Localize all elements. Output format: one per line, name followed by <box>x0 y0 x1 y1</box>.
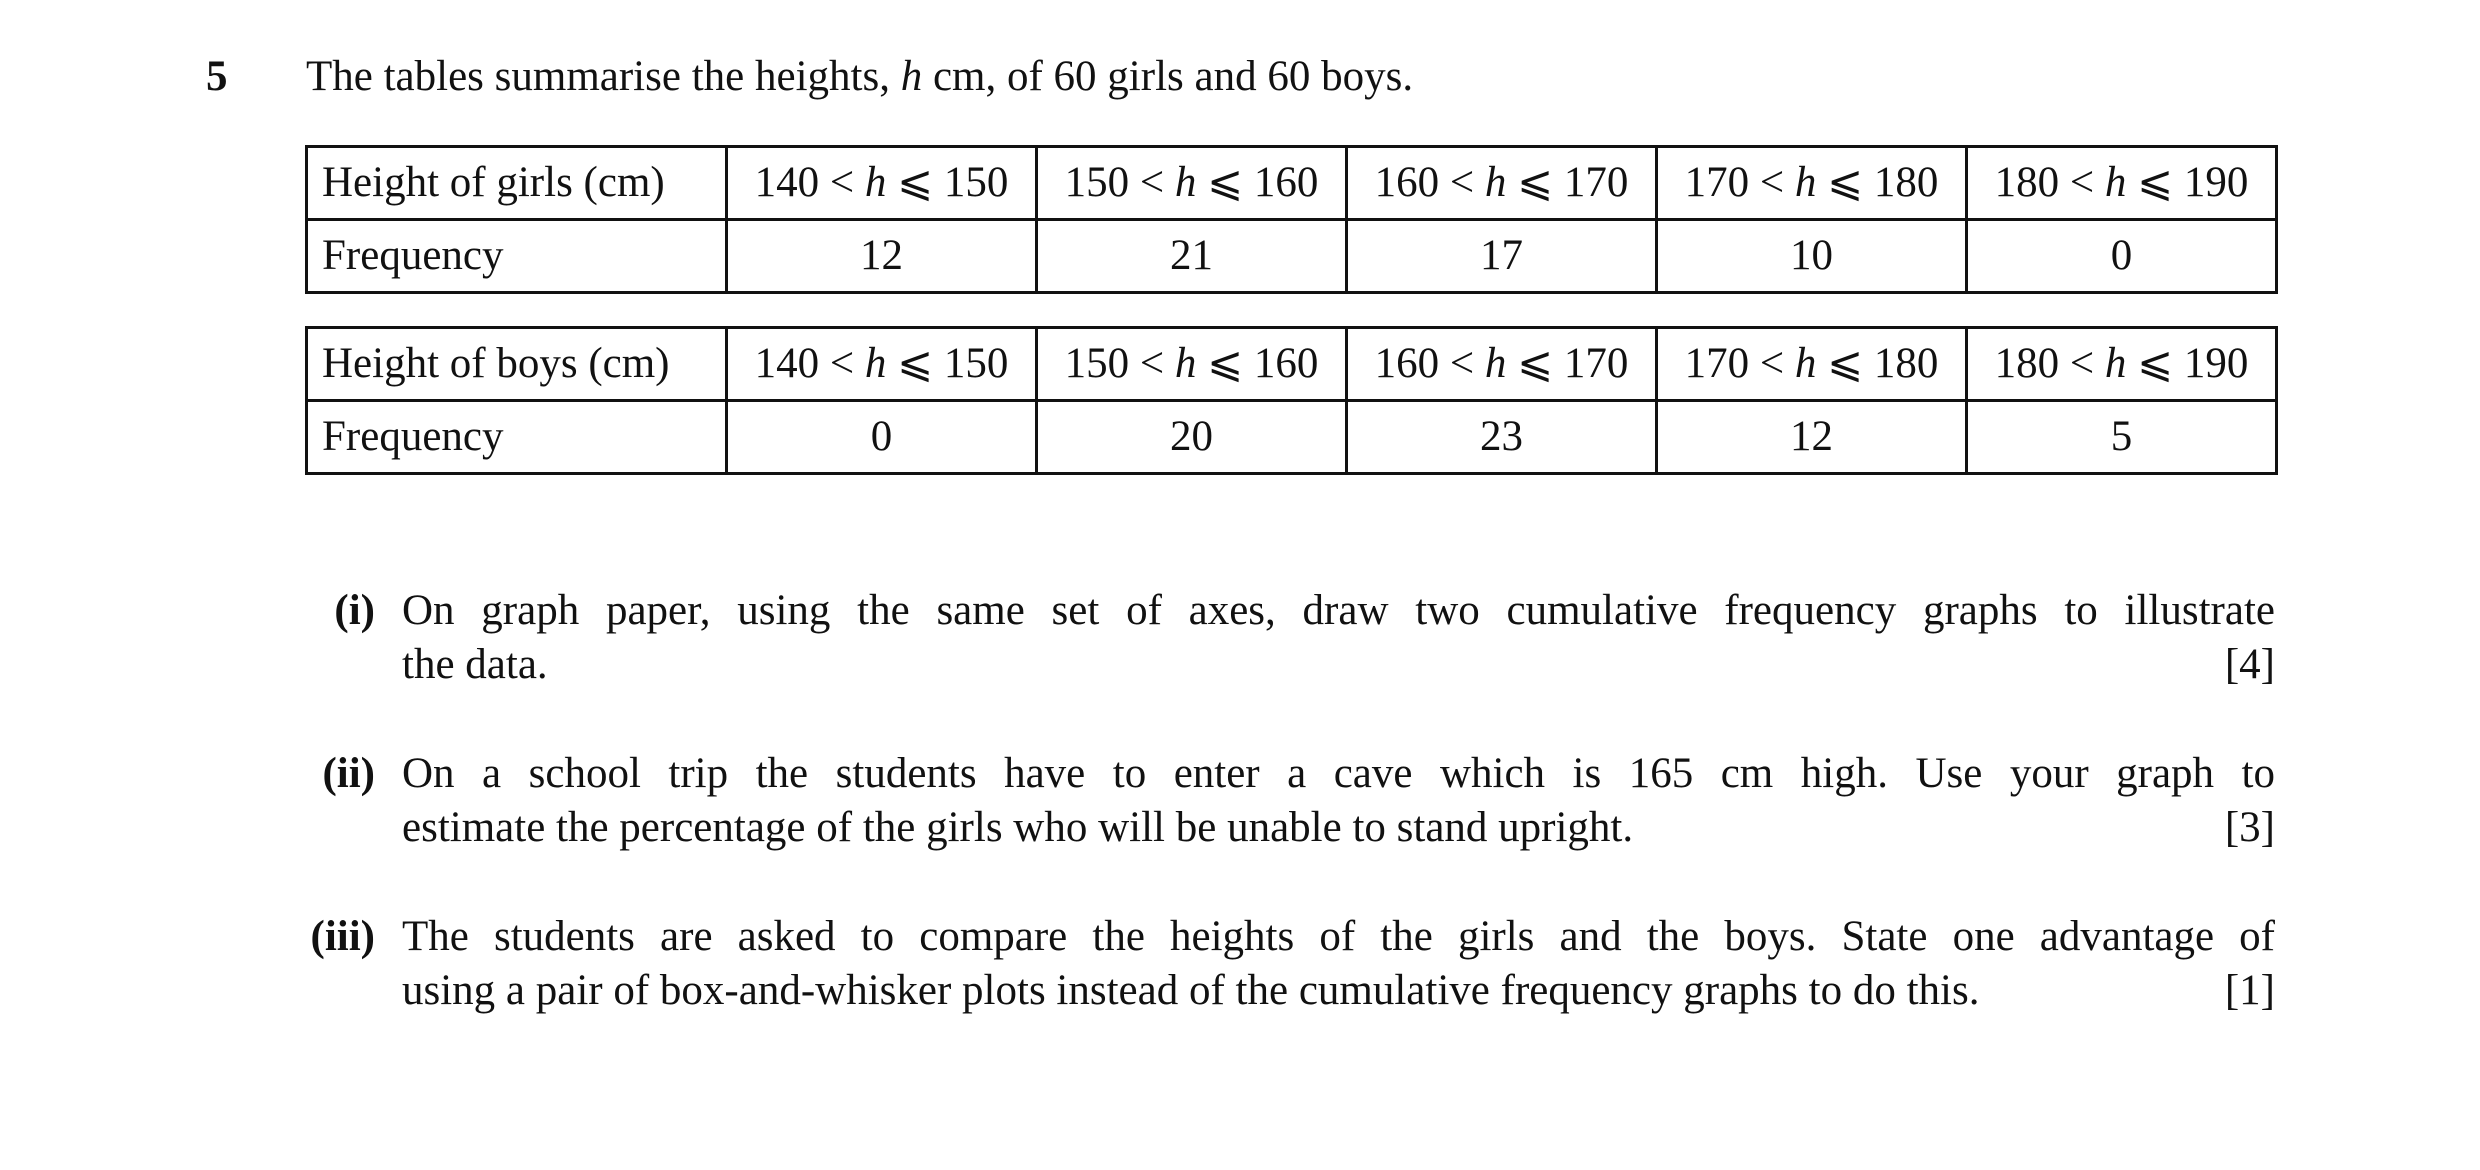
part-label: (iii) <box>310 913 375 960</box>
frequency-cell: 0 <box>1967 220 2277 293</box>
le-symbol: ⩽ <box>2137 340 2174 387</box>
le-symbol: ⩽ <box>1517 340 1554 387</box>
frequency-cell: 20 <box>1037 401 1347 474</box>
le-symbol: ⩽ <box>1827 340 1864 387</box>
part-line-1: On a school trip the students have to enter a cave which is 165 cm high. Use your graph to <box>402 750 2275 797</box>
interval-header <box>1657 147 1967 220</box>
le-symbol: ⩽ <box>897 340 934 387</box>
interval-low: 170 <box>1684 159 1750 206</box>
interval-low: 140 <box>754 159 820 206</box>
table-frequency-row <box>307 401 2277 474</box>
part-line-1: The students are asked to compare the heights of the girls and the boys. State one advantage of <box>402 913 2275 960</box>
frequency-cell: 17 <box>1347 220 1657 293</box>
part-text <box>402 747 2275 855</box>
part-text <box>402 584 2275 692</box>
interval-high: 190 <box>2183 340 2249 387</box>
interval-header <box>1967 147 2277 220</box>
marks-label: [4] <box>2224 641 2275 688</box>
interval-low: 160 <box>1374 159 1440 206</box>
interval-low: 180 <box>1994 340 2060 387</box>
interval-high: 180 <box>1873 159 1939 206</box>
lt-symbol: < <box>1139 159 1165 206</box>
boys-height-table <box>305 326 2278 475</box>
interval-header <box>727 328 1037 401</box>
lt-symbol: < <box>1449 159 1475 206</box>
table-header-row <box>307 147 2277 220</box>
marks-label: [3] <box>2224 804 2275 851</box>
interval-low: 150 <box>1064 340 1130 387</box>
lt-symbol: < <box>1449 340 1475 387</box>
interval-variable: h <box>1174 159 1197 206</box>
interval-header <box>1347 147 1657 220</box>
frequency-cell: 12 <box>727 220 1037 293</box>
part-line-2 <box>402 964 2275 1018</box>
intro-text-post: cm, of 60 girls and 60 boys. <box>922 53 1414 100</box>
frequency-cell: 5 <box>1967 401 2277 474</box>
interval-low: 180 <box>1994 159 2060 206</box>
girls-row-label: Height of girls (cm) <box>307 147 727 220</box>
le-symbol: ⩽ <box>1827 159 1864 206</box>
part-line-2 <box>402 801 2275 855</box>
interval-header <box>727 147 1037 220</box>
part-line-1: On graph paper, using the same set of axes, draw two cumulative frequency graphs to illustrate <box>402 587 2275 634</box>
frequency-label: Frequency <box>307 220 727 293</box>
boys-row-label: Height of boys (cm) <box>307 328 727 401</box>
frequency-cell: 12 <box>1657 401 1967 474</box>
interval-variable: h <box>864 159 887 206</box>
question-number: 5 <box>206 53 228 100</box>
part-line-2-text: using a pair of box-and-whisker plots instead of the cumulative frequency graphs to do this. <box>402 967 1980 1014</box>
interval-variable: h <box>1794 340 1817 387</box>
interval-high: 160 <box>1253 159 1319 206</box>
interval-variable: h <box>2104 340 2127 387</box>
interval-high: 180 <box>1873 340 1939 387</box>
interval-high: 160 <box>1253 340 1319 387</box>
lt-symbol: < <box>1759 340 1785 387</box>
part-label: (ii) <box>322 750 375 797</box>
le-symbol: ⩽ <box>897 159 934 206</box>
interval-variable: h <box>1794 159 1817 206</box>
interval-low: 140 <box>754 340 820 387</box>
interval-high: 170 <box>1563 159 1629 206</box>
interval-variable: h <box>1174 340 1197 387</box>
le-symbol: ⩽ <box>2137 159 2174 206</box>
question-intro <box>306 52 1413 102</box>
le-symbol: ⩽ <box>1207 159 1244 206</box>
interval-header <box>1657 328 1967 401</box>
interval-high: 150 <box>943 159 1009 206</box>
frequency-label: Frequency <box>307 401 727 474</box>
lt-symbol: < <box>829 159 855 206</box>
interval-high: 150 <box>943 340 1009 387</box>
interval-high: 190 <box>2183 159 2249 206</box>
part-line-2-text: the data. <box>402 641 548 688</box>
table-frequency-row <box>307 220 2277 293</box>
interval-variable: h <box>1484 340 1507 387</box>
lt-symbol: < <box>2069 340 2095 387</box>
interval-high: 170 <box>1563 340 1629 387</box>
interval-variable: h <box>2104 159 2127 206</box>
table-header-row <box>307 328 2277 401</box>
part-text <box>402 910 2275 1018</box>
part-line-2 <box>402 638 2275 692</box>
interval-header <box>1347 328 1657 401</box>
interval-header <box>1037 328 1347 401</box>
frequency-cell: 23 <box>1347 401 1657 474</box>
frequency-cell: 0 <box>727 401 1037 474</box>
girls-height-table <box>305 145 2278 294</box>
frequency-cell: 21 <box>1037 220 1347 293</box>
le-symbol: ⩽ <box>1517 159 1554 206</box>
interval-low: 150 <box>1064 159 1130 206</box>
lt-symbol: < <box>2069 159 2095 206</box>
part-line-2-text: estimate the percentage of the girls who will be unable to stand upright. <box>402 804 1634 851</box>
intro-text-pre: The tables summarise the heights, <box>306 53 901 100</box>
interval-variable: h <box>1484 159 1507 206</box>
lt-symbol: < <box>1139 340 1165 387</box>
lt-symbol: < <box>1759 159 1785 206</box>
interval-header <box>1967 328 2277 401</box>
le-symbol: ⩽ <box>1207 340 1244 387</box>
interval-variable: h <box>864 340 887 387</box>
frequency-cell: 10 <box>1657 220 1967 293</box>
marks-label: [1] <box>2224 967 2275 1014</box>
interval-low: 160 <box>1374 340 1440 387</box>
interval-header <box>1037 147 1347 220</box>
part-label: (i) <box>334 587 375 634</box>
lt-symbol: < <box>829 340 855 387</box>
intro-variable: h <box>900 53 923 100</box>
interval-low: 170 <box>1684 340 1750 387</box>
